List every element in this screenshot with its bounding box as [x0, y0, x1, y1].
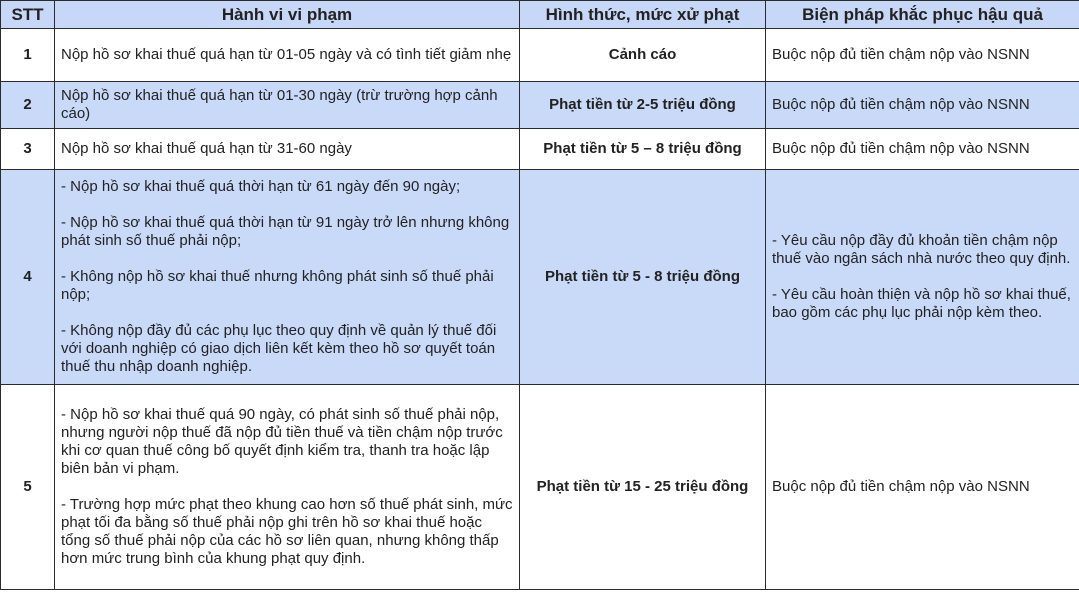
remedy-cell [766, 170, 1079, 385]
violation-text: - Nộp hồ sơ khai thuế quá thời hạn từ 91 ngày trở lên nhưng không phát sinh số thuế phải nộp; [61, 214, 510, 249]
violation-text: Nộp hồ sơ khai thuế quá hạn từ 31-60 ngày [61, 140, 352, 157]
violation-text: Nộp hồ sơ khai thuế quá hạn từ 01-30 ngày (trừ trường hợp cảnh cáo) [61, 87, 498, 122]
penalty-cell: Phạt tiền từ 15 - 25 triệu đồng [520, 385, 766, 590]
penalty-cell: Cảnh cáo [520, 29, 766, 82]
remedy-cell [766, 385, 1079, 590]
remedy-cell [766, 82, 1079, 129]
row-number: 5 [1, 385, 55, 590]
header-violation: Hành vi vi phạm [55, 1, 520, 29]
violation-text: - Trường hợp mức phạt theo khung cao hơn số thuế phát sinh, mức phạt tối đa bằng số thuế phải nộp ghi trên hồ sơ khai thuế hoặc tổng số thuế phải nộp của các hồ sơ liên quan, nhưng không thấp hơn mức trung bình của khung phạt quy định. [61, 496, 513, 567]
remedy-text: - Yêu cầu nộp đầy đủ khoản tiền chậm nộp thuế vào ngân sách nhà nước theo quy định. [772, 232, 1071, 267]
table-header-row [1, 1, 1079, 29]
violation-cell [55, 29, 520, 82]
row-number: 1 [1, 29, 55, 82]
violation-cell [55, 385, 520, 590]
remedy-text: Buộc nộp đủ tiền chậm nộp vào NSNN [772, 478, 1030, 495]
violation-text: - Nộp hồ sơ khai thuế quá thời hạn từ 61 ngày đến 90 ngày; [61, 178, 461, 195]
violation-cell [55, 82, 520, 129]
violation-cell [55, 170, 520, 385]
violation-text: - Nộp hồ sơ khai thuế quá 90 ngày, có phát sinh số thuế phải nộp, nhưng người nộp thuế đã nộp đủ tiền thuế và tiền chậm nộp trước khi cơ quan thuế công bố quyết định kiểm tra, thanh tra hoặc lập biên bản vi phạm. [61, 406, 503, 477]
remedy-cell [766, 29, 1079, 82]
table-row [1, 170, 1079, 385]
remedy-text: Buộc nộp đủ tiền chậm nộp vào NSNN [772, 46, 1030, 63]
remedy-text: Buộc nộp đủ tiền chậm nộp vào NSNN [772, 140, 1030, 157]
penalty-cell: Phạt tiền từ 5 – 8 triệu đồng [520, 129, 766, 170]
header-penalty: Hình thức, mức xử phạt [520, 1, 766, 29]
header-remedy: Biện pháp khắc phục hậu quả [766, 1, 1079, 29]
row-number: 4 [1, 170, 55, 385]
table-row [1, 129, 1079, 170]
violation-text: - Không nộp đầy đủ các phụ lục theo quy định về quản lý thuế đối với doanh nghiệp có giao dịch liên kết kèm theo hồ sơ quyết toán thuế thu nhập doanh nghiệp. [61, 322, 497, 375]
table-row [1, 29, 1079, 82]
remedy-cell [766, 129, 1079, 170]
table-row [1, 385, 1079, 590]
remedy-text: Buộc nộp đủ tiền chậm nộp vào NSNN [772, 96, 1030, 113]
violation-text: - Không nộp hồ sơ khai thuế nhưng không phát sinh số thuế phải nộp; [61, 268, 494, 303]
violation-text: Nộp hồ sơ khai thuế quá hạn từ 01-05 ngày và có tình tiết giảm nhẹ [61, 46, 512, 63]
header-stt: STT [1, 1, 55, 29]
penalty-cell: Phạt tiền từ 5 - 8 triệu đồng [520, 170, 766, 385]
violation-cell [55, 129, 520, 170]
row-number: 2 [1, 82, 55, 129]
penalty-cell: Phạt tiền từ 2-5 triệu đồng [520, 82, 766, 129]
row-number: 3 [1, 129, 55, 170]
remedy-text: - Yêu cầu hoàn thiện và nộp hồ sơ khai thuế, bao gồm các phụ lục phải nộp kèm theo. [772, 286, 1071, 321]
table-row [1, 82, 1079, 129]
